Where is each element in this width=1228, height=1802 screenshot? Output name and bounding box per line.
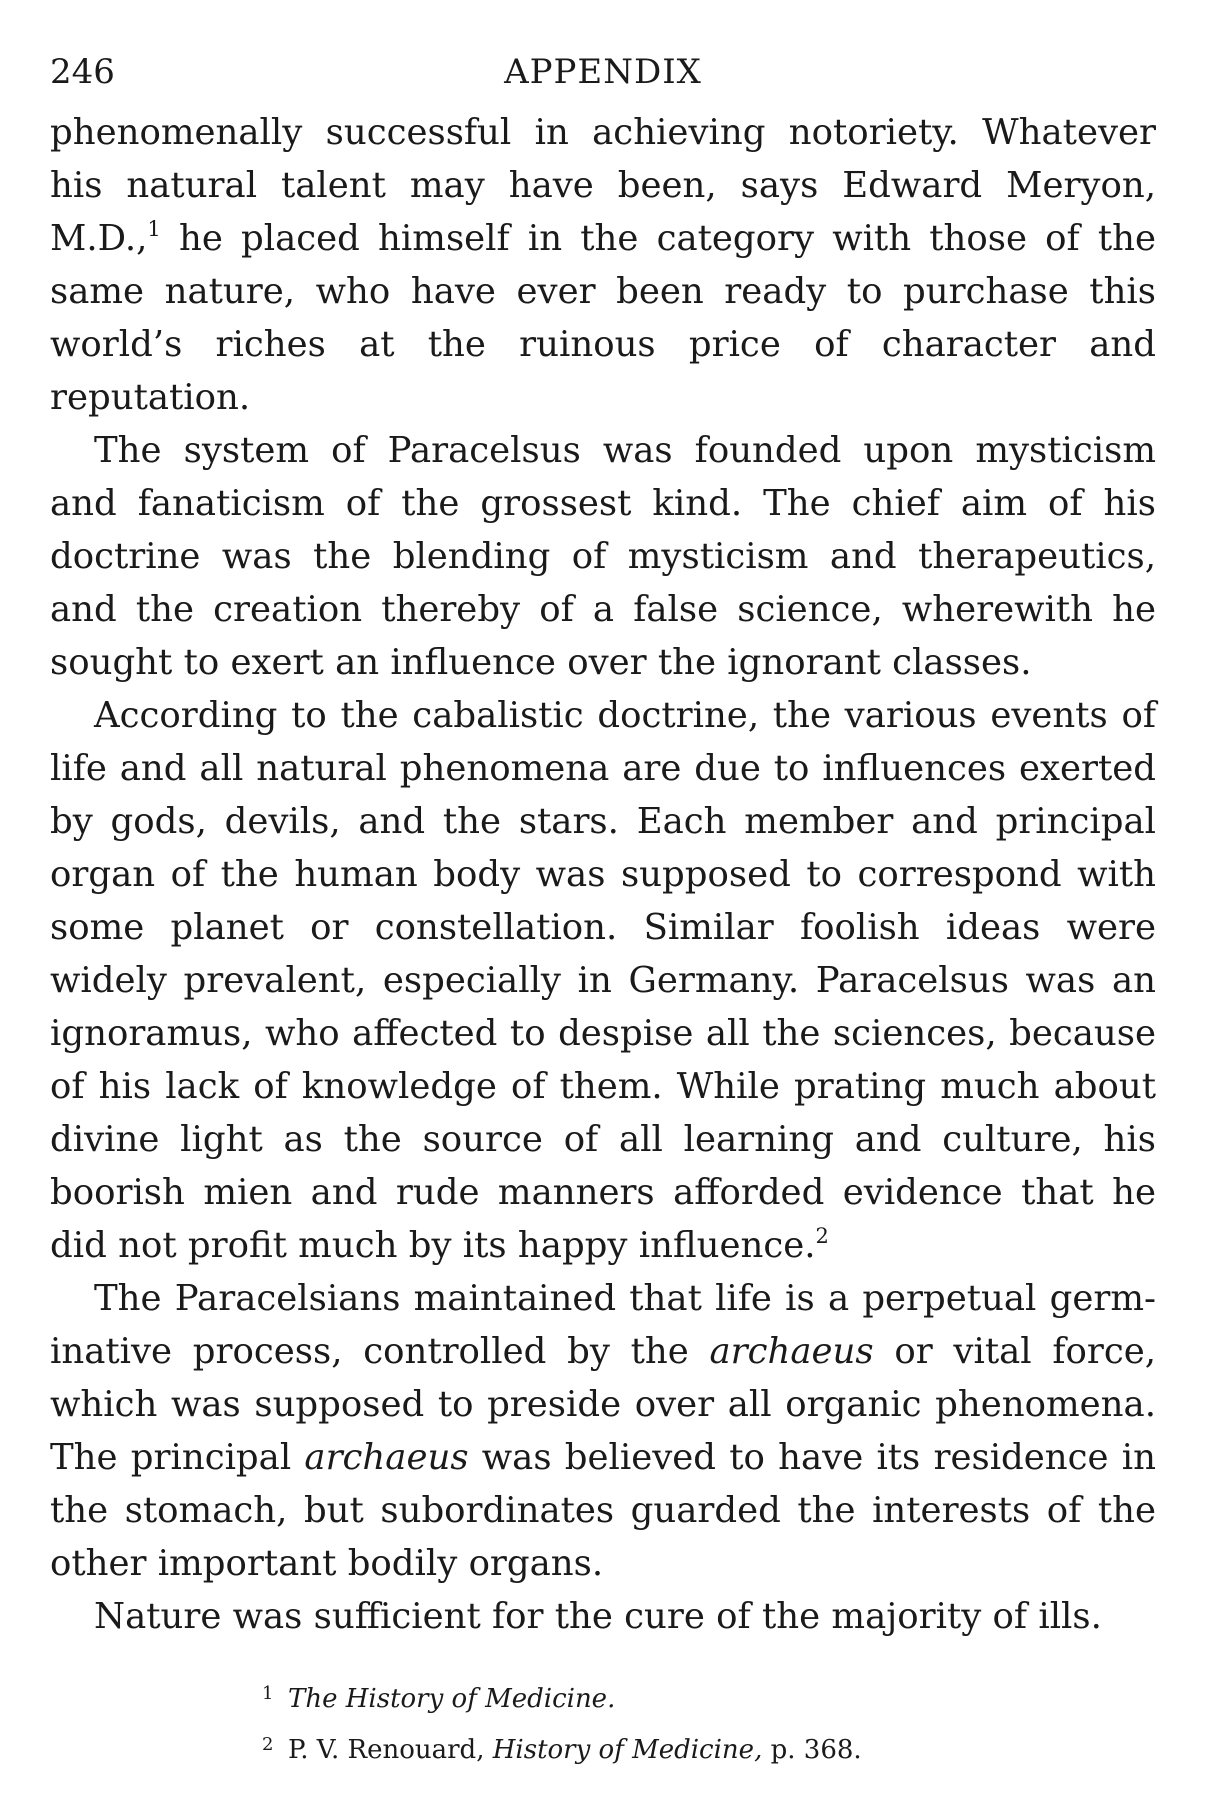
paragraph-1 <box>50 106 1156 424</box>
paragraph-3-text: According to the cabalistic doctrine, the various events of life and all natural phenomena are due to influences exerted by gods, devils, and the stars. Each member and principal organ of the human body was supposed to correspond with some planet or constellation. Similar foolish ideas were widely prevalent, especially in Germany. Paracelsus was an ignoramus, who affected to despise all the sciences, because of his lack of knowledge of them. While prating much about divine light as the source of all learning and culture, his boorish mien and rude manners afforded evidence that he did not profit much by its happy influence. <box>50 695 1156 1266</box>
paragraph-4 <box>50 1272 1156 1590</box>
term-archaeus: archaeus <box>304 1437 469 1478</box>
paragraph-4-text-a: The Paracelsians maintained that life is a perpetual germinative process, controlled by the <box>50 1278 1156 1372</box>
paragraph-3 <box>50 689 1156 1272</box>
paragraph-5: Nature was sufficient for the cure of the majority of ills. <box>94 1596 1102 1637</box>
footnote-number: 2 <box>262 1734 274 1755</box>
footnote-title: The History of Medicine. <box>288 1684 616 1714</box>
paragraph-1-text-a: phenomenally successful in achieving notoriety. Whatever his natural talent may have been, says Edward Meryon, M.D., <box>50 112 1156 259</box>
footnote-title: History of Medicine, <box>492 1735 763 1765</box>
paragraph-1-text-b: he placed himself in the category with those of the same nature, who have ever been ready to purchase this world’s riches at the ruinous price of character and reputation. <box>50 218 1156 418</box>
footnote-1 <box>262 1671 1156 1722</box>
footnotes <box>50 1671 1156 1773</box>
paragraph-4-text-c: was believed to have its residence in the stomach, but subordinates guarded the interests of the other important bodily organs. <box>50 1437 1156 1584</box>
running-head <box>50 44 1156 100</box>
page-number: 246 <box>50 52 115 92</box>
footnote-ref-2: 2 <box>815 1224 829 1248</box>
body-text <box>50 106 1156 1643</box>
book-page <box>50 44 1156 1773</box>
section-title: APPENDIX <box>504 52 702 92</box>
footnote-ref-1: 1 <box>147 217 161 241</box>
footnote-2 <box>262 1722 1156 1773</box>
paragraph-2: The system of Paracelsus was founded upon mysticism and fanaticism of the grossest kind. The chief aim of his doctrine was the blending of mysticism and therapeutics, and the creation thereby of a false science, wherewith he sought to exert an influence over the ignorant classes. <box>50 430 1156 683</box>
term-archaeus: archaeus <box>709 1331 874 1372</box>
footnote-pages: p. 368. <box>762 1735 862 1765</box>
paragraph-4-text-b: or vital force, which was supposed to preside over all organic phenomena. The principal <box>50 1331 1157 1478</box>
footnote-author: P. V. Renouard, <box>288 1735 493 1765</box>
footnote-number: 1 <box>262 1683 274 1704</box>
